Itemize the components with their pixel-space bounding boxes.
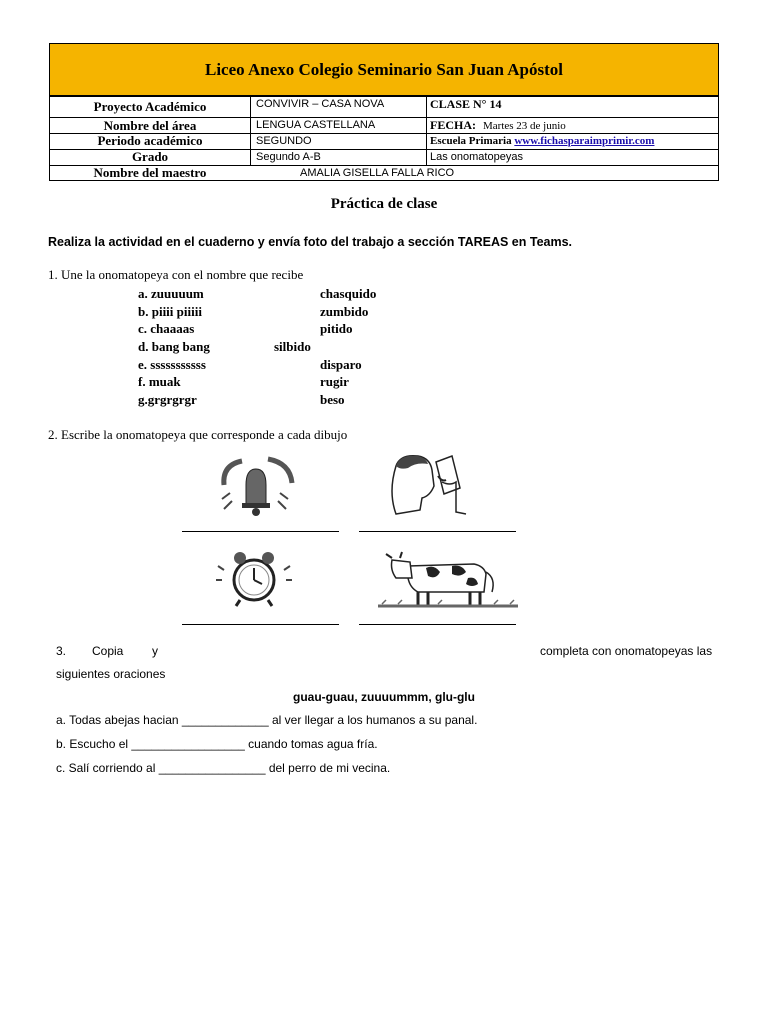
instruction: Realiza la actividad en el cuaderno y envía foto del trabajo a sección TAREAS en Teams. — [48, 235, 573, 249]
onomatopoeia-item: d. bang bang — [138, 339, 210, 354]
onomatopoeia-item: e. sssssssssss — [138, 357, 206, 372]
onomatopoeia-item: g.grgrgrgr — [138, 392, 197, 407]
row-label: Nombre del maestro — [93, 165, 207, 180]
sentence: c. Salí corriendo al ________________ del perro de mi vecina. — [56, 761, 391, 775]
row-value: SEGUNDO — [256, 135, 312, 147]
escuela-link[interactable]: www.fichasparaimprimir.com — [514, 135, 655, 147]
word-bank: guau-guau, zuuuummm, glu-glu — [293, 690, 475, 704]
name-item: beso — [320, 392, 345, 407]
name-item: disparo — [320, 357, 362, 372]
alarm-clock-icon — [216, 546, 292, 610]
exercise1-prompt: 1. Une la onomatopeya con el nombre que recibe — [48, 267, 304, 282]
person-drinking-icon — [386, 452, 476, 518]
exercise3-prompt-line2: siguientes oraciones — [56, 667, 166, 681]
teacher-name: AMALIA GISELLA FALLA RICO — [300, 167, 455, 179]
name-item: chasquido — [320, 286, 377, 301]
exercise3-word: completa con onomatopeyas las — [540, 644, 713, 658]
onomatopoeia-item: f. muak — [138, 374, 181, 389]
exercise3-word: y — [152, 644, 158, 658]
answer-line[interactable] — [182, 531, 339, 532]
onomatopoeia-item: a. zuuuuum — [138, 286, 204, 301]
tema: Las onomatopeyas — [430, 151, 523, 163]
page-title: Práctica de clase — [330, 196, 438, 212]
clase-number: CLASE N° 14 — [430, 97, 502, 111]
row-value: Segundo A-B — [256, 151, 321, 163]
answer-line[interactable] — [359, 531, 516, 532]
fecha-value: Martes 23 de junio — [483, 120, 566, 132]
onomatopoeia-item: c. chaaaas — [138, 321, 195, 336]
row-label: Periodo académico — [97, 133, 203, 148]
row-value: CONVIVIR – CASA NOVA — [256, 98, 385, 110]
row-label: Grado — [131, 149, 169, 164]
header-table — [49, 43, 719, 181]
fecha-label: FECHA: — [430, 118, 476, 132]
row-label: Nombre del área — [103, 118, 197, 133]
exercise3-number: 3. — [56, 644, 67, 658]
cow-icon — [378, 548, 518, 610]
name-item: pitido — [320, 321, 353, 336]
name-item: zumbido — [320, 304, 369, 319]
onomatopoeia-item: b. piiii piiiii — [138, 304, 202, 319]
row-label: Proyecto Académico — [93, 99, 207, 114]
answer-line[interactable] — [359, 624, 516, 625]
escuela-label: Escuela Primaria — [430, 135, 512, 147]
divider — [250, 96, 251, 165]
exercise3-word: Copia — [92, 644, 124, 658]
answer-line[interactable] — [182, 624, 339, 625]
divider — [426, 96, 427, 165]
bell-icon — [216, 455, 296, 517]
school-name: Liceo Anexo Colegio Seminario San Juan Apóstol — [50, 44, 718, 96]
sentence: b. Escucho el _________________ cuando tomas agua fría. — [56, 737, 378, 751]
sentence: a. Todas abejas hacian _____________ al ver llegar a los humanos a su panal. — [56, 713, 478, 727]
name-item: rugir — [320, 374, 349, 389]
row-value: LENGUA CASTELLANA — [256, 119, 376, 131]
name-item: silbido — [274, 339, 311, 354]
exercise2-prompt: 2. Escribe la onomatopeya que corresponde a cada dibujo — [48, 427, 348, 442]
